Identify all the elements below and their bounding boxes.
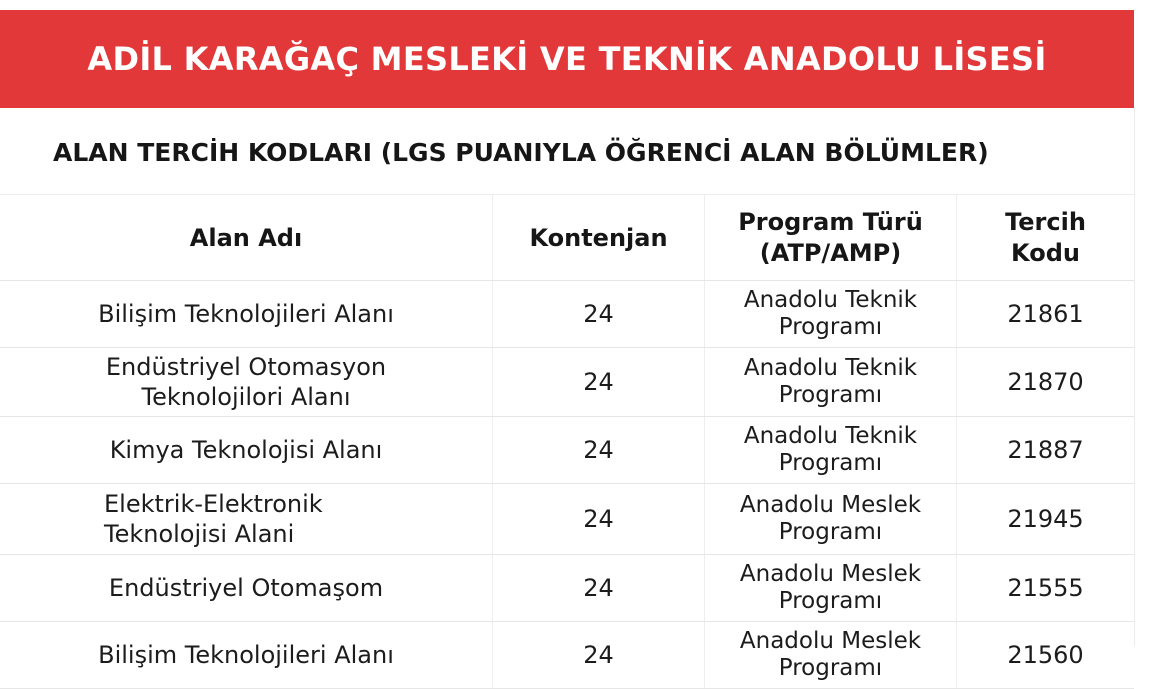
alan-adi-text: Teknolojisi Alani (104, 520, 295, 548)
column-header-alan-adi (0, 194, 493, 280)
kontenjan-text: 24 (583, 505, 614, 533)
program-turu-cell (705, 281, 957, 347)
program-turu-text: Anadolu Teknik (743, 287, 918, 313)
kontenjan-text: 24 (583, 300, 614, 328)
column-header-text: Tercih (1005, 208, 1086, 236)
column-header-program-turu (705, 194, 957, 280)
alan-adi-text: Endüstriyel Otomaşom (108, 574, 384, 602)
program-turu-text: Programı (778, 588, 883, 614)
tercih-kodu-text: 21861 (1007, 300, 1084, 328)
alan-adi-text: Kimya Teknolojisi Alanı (109, 436, 383, 464)
program-turu-text: Anadolu Teknik (743, 355, 918, 381)
tercih-kodu-cell (957, 281, 1134, 347)
page-subtitle: ALAN TERCİH KODLARI (LGS PUANIYLA ÖĞRENCİ ALAN BÖLÜMLER) (53, 138, 989, 167)
alan-adi-text: Bilişim Teknolojileri Alanı (98, 641, 394, 669)
program-turu-cell (705, 484, 957, 554)
program-turu-text: Programı (778, 519, 883, 545)
kontenjan-cell (493, 281, 705, 347)
column-header-text: Kontenjan (529, 223, 668, 252)
program-turu-cell (705, 555, 957, 621)
column-header-text: Kodu (1011, 239, 1080, 267)
subtitle-band (0, 108, 1134, 195)
alan-adi-cell (0, 555, 493, 621)
table-row (0, 417, 1134, 484)
program-turu-text: Anadolu Meslek (739, 628, 922, 654)
program-turu-text: Anadolu Meslek (739, 561, 922, 587)
kontenjan-text: 24 (583, 641, 614, 669)
alan-adi-cell (0, 622, 493, 688)
tercih-table (0, 194, 1134, 689)
program-turu-cell (705, 622, 957, 688)
kontenjan-cell (493, 622, 705, 688)
header-banner (0, 10, 1134, 108)
program-turu-cell (705, 348, 957, 416)
column-header-tercih-kodu (957, 194, 1134, 280)
program-turu-cell (705, 417, 957, 483)
alan-adi-text: Teknolojilori Alanı (141, 383, 351, 411)
alan-adi-cell (0, 417, 493, 483)
kontenjan-cell (493, 484, 705, 554)
alan-adi-cell (0, 484, 493, 554)
column-header-text: Alan Adı (189, 223, 303, 252)
alan-adi-text: Elektrik-Elektronik (104, 490, 323, 518)
kontenjan-text: 24 (583, 436, 614, 464)
table-row (0, 281, 1134, 348)
table-row (0, 348, 1134, 417)
table-row (0, 622, 1134, 689)
kontenjan-cell (493, 348, 705, 416)
alan-adi-text: Bilişim Teknolojileri Alanı (98, 300, 394, 328)
program-turu-text: Programı (778, 382, 883, 408)
tercih-kodu-text: 21887 (1007, 436, 1084, 464)
program-turu-text: Programı (778, 655, 883, 681)
tercih-kodu-text: 21555 (1007, 574, 1084, 602)
table-header-row (0, 194, 1134, 281)
program-turu-text: Programı (778, 450, 883, 476)
alan-adi-text: Endüstriyel Otomasyon (105, 353, 387, 381)
column-header-text: Program Türü (738, 208, 923, 236)
program-turu-text: Anadolu Meslek (739, 492, 922, 518)
alan-adi-cell (0, 348, 493, 416)
tercih-kodu-text: 21560 (1007, 641, 1084, 669)
tercih-kodu-cell (957, 484, 1134, 554)
kontenjan-cell (493, 417, 705, 483)
tercih-kodu-cell (957, 348, 1134, 416)
kontenjan-cell (493, 555, 705, 621)
tercih-kodu-cell (957, 622, 1134, 688)
kontenjan-text: 24 (583, 368, 614, 396)
table-row (0, 484, 1134, 555)
right-border (1134, 108, 1135, 646)
tercih-kodu-text: 21945 (1007, 505, 1084, 533)
program-turu-text: Programı (778, 314, 883, 340)
table-row (0, 555, 1134, 622)
column-header-text: (ATP/AMP) (759, 239, 902, 267)
tercih-kodu-text: 21870 (1007, 368, 1084, 396)
program-turu-text: Anadolu Teknik (743, 423, 918, 449)
kontenjan-text: 24 (583, 574, 614, 602)
school-name: ADİL KARAĞAÇ MESLEKİ VE TEKNİK ANADOLU LİSESİ (87, 40, 1047, 78)
tercih-kodu-cell (957, 555, 1134, 621)
column-header-kontenjan (493, 194, 705, 280)
tercih-kodu-cell (957, 417, 1134, 483)
alan-adi-cell (0, 281, 493, 347)
